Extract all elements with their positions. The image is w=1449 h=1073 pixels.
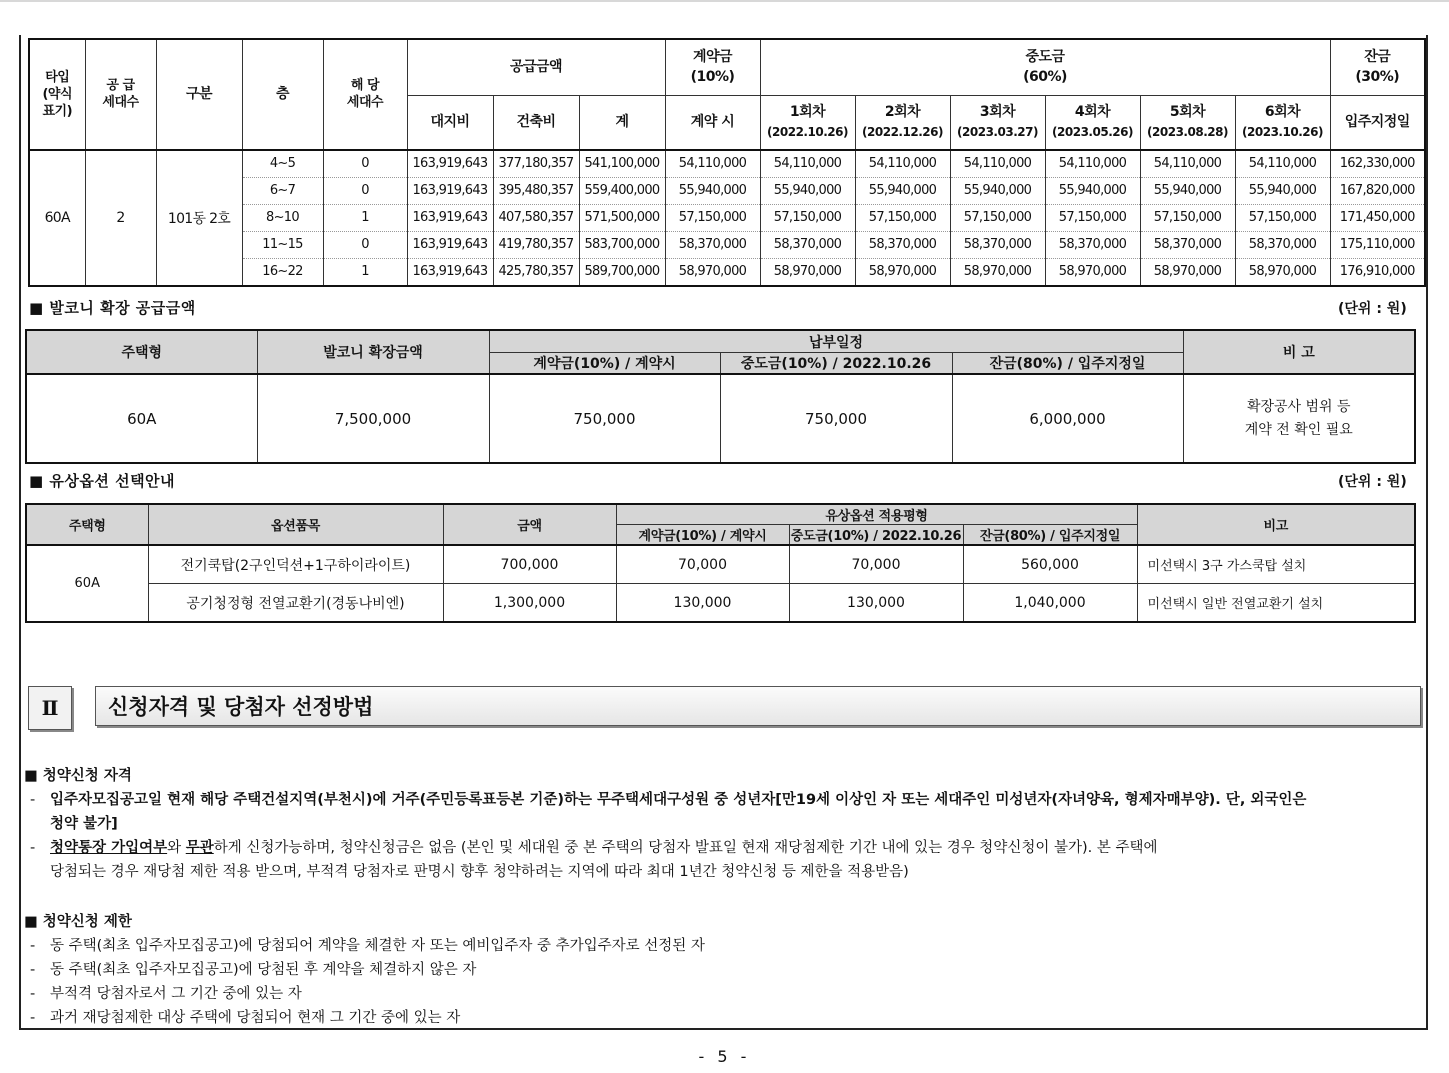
- option-deposit: 70,000: [616, 545, 789, 584]
- table-row: [26, 545, 1415, 584]
- installment-date: (2023.03.27): [957, 125, 1038, 139]
- list-item: [24, 958, 1424, 982]
- options-header-schedule: 유상옵션 적용평형: [616, 504, 1137, 525]
- installment-label: 6회차: [1264, 104, 1301, 120]
- header-interim: 중도금 (60%): [760, 39, 1330, 95]
- balcony-note-line1: 확장공사 범위 등: [1246, 398, 1351, 415]
- option-interim: 70,000: [789, 545, 963, 584]
- header-applicable-units: 해 당 세대수: [323, 39, 407, 150]
- installment-label: 5회차: [1169, 104, 1206, 120]
- cell-i3: 57,150,000: [950, 204, 1045, 231]
- section-title: 신청자격 및 당첨자 선정방법: [95, 686, 1421, 726]
- cell-balance: 162,330,000: [1330, 150, 1425, 178]
- cell-i2: 54,110,000: [855, 150, 950, 178]
- cell-units: 0: [323, 231, 407, 258]
- list-item: [24, 934, 1424, 958]
- balcony-header-amount: 발코니 확장금액: [257, 330, 489, 374]
- cell-building: 377,180,357: [493, 150, 579, 178]
- cell-deposit: 58,370,000: [665, 231, 760, 258]
- cell-land: 163,919,643: [407, 177, 493, 204]
- cell-floor: 4~5: [242, 150, 323, 178]
- table-row: [26, 374, 1415, 463]
- cell-i4: 58,370,000: [1045, 231, 1140, 258]
- cell-i2: 55,940,000: [855, 177, 950, 204]
- installment-date: (2023.10.26): [1242, 125, 1323, 139]
- cell-land: 163,919,643: [407, 258, 493, 286]
- balcony-note-line2: 계약 전 확인 필요: [1244, 421, 1353, 438]
- cell-deposit: 58,970,000: [665, 258, 760, 286]
- balcony-table: [25, 329, 1416, 464]
- restriction-text: 동 주택(최초 입주자모집공고)에 당첨된 후 계약을 체결하지 않은 자: [50, 962, 477, 978]
- table-row: [26, 584, 1415, 623]
- header-balance-sub: 입주지정일: [1330, 95, 1425, 150]
- eligibility-item2-rest: 하게 신청가능하며, 청약신청금은 없음 (본인 및 세대원 중 본 주택의 당첨자 발표일 현재 재당첨제한 기간 내에 있는 경우 청약신청이 불가). 본 주택에: [213, 840, 1158, 856]
- option-interim: 130,000: [789, 584, 963, 623]
- cell-land: 163,919,643: [407, 231, 493, 258]
- cell-i4: 57,150,000: [1045, 204, 1140, 231]
- header-land: 대지비: [407, 95, 493, 150]
- cell-i6: 55,940,000: [1235, 177, 1330, 204]
- top-border: [0, 0, 1449, 2]
- header-total: 계: [579, 95, 665, 150]
- cell-building: 419,780,357: [493, 231, 579, 258]
- supply-units: 2: [85, 150, 156, 286]
- cell-i5: 58,370,000: [1140, 231, 1235, 258]
- header-type: 타입 (약식 표기): [29, 39, 85, 150]
- eligibility-item2-b: 당첨되는 경우 재당첨 제한 적용 받으며, 부적격 당첨자로 판명시 향후 청약하려는 지역에 따라 최대 1년간 청약신청 등 제한을 적용받음): [50, 864, 909, 880]
- balcony-header-type: 주택형: [26, 330, 257, 374]
- header-building: 건축비: [493, 95, 579, 150]
- cell-i5: 57,150,000: [1140, 204, 1235, 231]
- cell-i4: 55,940,000: [1045, 177, 1140, 204]
- cell-i1: 55,940,000: [760, 177, 855, 204]
- eligibility-item1-a: 입주자모집공고일 현재 해당 주택건설지역(부천시)에 거주(주민등록표등본 기준)하는 무주택세대구성원 중 성년자[만19세 이상인 자 또는 세대주인 미성년자(자녀양육, 형제자매부양). 단, 외국인은: [50, 792, 1307, 808]
- header-installment-2: [855, 95, 950, 150]
- options-header-amount: 금액: [443, 504, 616, 545]
- cell-i3: 58,970,000: [950, 258, 1045, 286]
- cell-land: 163,919,643: [407, 204, 493, 231]
- balcony-header-schedule: 납부일정: [489, 330, 1183, 353]
- supply-type: 60A: [29, 150, 85, 286]
- cell-i3: 55,940,000: [950, 177, 1045, 204]
- supply-price-table: [28, 38, 1426, 287]
- balcony-note: [1183, 374, 1415, 463]
- option-note: 미선택시 일반 전열교환기 설치: [1137, 584, 1415, 623]
- balcony-header-deposit: 계약금(10%) / 계약시: [489, 353, 720, 375]
- installment-date: (2022.12.26): [862, 125, 943, 139]
- supply-category: 101동 2호: [156, 150, 242, 286]
- balcony-header-interim: 중도금(10%) / 2022.10.26: [720, 353, 952, 375]
- cell-floor: 16~22: [242, 258, 323, 286]
- cell-i5: 55,940,000: [1140, 177, 1235, 204]
- cell-units: 0: [323, 150, 407, 178]
- option-balance: 1,040,000: [963, 584, 1137, 623]
- cell-total: 583,700,000: [579, 231, 665, 258]
- cell-balance: 176,910,000: [1330, 258, 1425, 286]
- cell-i2: 58,370,000: [855, 231, 950, 258]
- cell-i6: 57,150,000: [1235, 204, 1330, 231]
- cell-balance: 171,450,000: [1330, 204, 1425, 231]
- cell-i1: 58,970,000: [760, 258, 855, 286]
- installment-date: (2022.10.26): [767, 125, 848, 139]
- balcony-amount: 7,500,000: [257, 374, 489, 463]
- cell-balance: 175,110,000: [1330, 231, 1425, 258]
- header-supply-units: 공 급 세대수: [85, 39, 156, 150]
- options-title: ■ 유상옵션 선택안내: [29, 472, 176, 490]
- balcony-deposit: 750,000: [489, 374, 720, 463]
- option-amount: 1,300,000: [443, 584, 616, 623]
- option-item: 전기쿡탑(2구인덕션+1구하이라이트): [148, 545, 443, 584]
- cell-i6: 58,370,000: [1235, 231, 1330, 258]
- dash: -: [30, 792, 36, 808]
- cell-i4: 58,970,000: [1045, 258, 1140, 286]
- balcony-title: ■ 발코니 확장 공급금액: [29, 299, 196, 317]
- cell-i5: 54,110,000: [1140, 150, 1235, 178]
- balcony-header-balance: 잔금(80%) / 입주지정일: [952, 353, 1183, 375]
- cell-units: 0: [323, 177, 407, 204]
- header-installment-1: [760, 95, 855, 150]
- header-installment-4: [1045, 95, 1140, 150]
- cell-total: 559,400,000: [579, 177, 665, 204]
- page-number: - 5 -: [698, 1047, 751, 1066]
- options-unit: (단위 : 원): [1338, 474, 1407, 490]
- cell-total: 541,100,000: [579, 150, 665, 178]
- eligibility-block: [24, 764, 1424, 884]
- cell-i3: 58,370,000: [950, 231, 1045, 258]
- header-installment-5: [1140, 95, 1235, 150]
- section-numeral: Ⅱ: [28, 686, 72, 730]
- header-floor: 층: [242, 39, 323, 150]
- options-header-deposit: 계약금(10%) / 계약시: [616, 525, 789, 546]
- cell-i2: 58,970,000: [855, 258, 950, 286]
- balcony-balance: 6,000,000: [952, 374, 1183, 463]
- list-item: [24, 982, 1424, 1006]
- option-item: 공기청정형 전열교환기(경동나비엔): [148, 584, 443, 623]
- header-supply-amount: 공급금액: [407, 39, 665, 95]
- dash: -: [30, 1010, 36, 1026]
- dash: -: [30, 962, 36, 978]
- options-header-interim: 중도금(10%) / 2022.10.26: [789, 525, 963, 546]
- list-item: [24, 836, 1424, 884]
- cell-i1: 57,150,000: [760, 204, 855, 231]
- cell-deposit: 57,150,000: [665, 204, 760, 231]
- cell-building: 425,780,357: [493, 258, 579, 286]
- cell-floor: 11~15: [242, 231, 323, 258]
- installment-label: 4회차: [1074, 104, 1111, 120]
- installment-label: 2회차: [884, 104, 921, 120]
- header-installment-3: [950, 95, 1045, 150]
- cell-floor: 8~10: [242, 204, 323, 231]
- cell-i6: 58,970,000: [1235, 258, 1330, 286]
- cell-balance: 167,820,000: [1330, 177, 1425, 204]
- options-type: 60A: [26, 545, 148, 622]
- dash: -: [30, 840, 36, 856]
- list-item: [24, 788, 1424, 836]
- restriction-text: 과거 재당첨제한 대상 주택에 당첨되어 현재 그 기간 중에 있는 자: [50, 1010, 461, 1026]
- header-category: 구분: [156, 39, 242, 150]
- installment-date: (2023.08.28): [1147, 125, 1228, 139]
- cell-total: 589,700,000: [579, 258, 665, 286]
- cell-i3: 54,110,000: [950, 150, 1045, 178]
- cell-i4: 54,110,000: [1045, 150, 1140, 178]
- cell-i1: 54,110,000: [760, 150, 855, 178]
- eligibility-item1-b: 청약 불가]: [50, 816, 118, 832]
- options-header-item: 옵션품목: [148, 504, 443, 545]
- header-deposit: 계약금 (10%): [665, 39, 760, 95]
- cell-building: 407,580,357: [493, 204, 579, 231]
- options-header-note: 비고: [1137, 504, 1415, 545]
- installment-date: (2023.05.26): [1052, 125, 1133, 139]
- eligibility-heading: ■ 청약신청 자격: [24, 768, 132, 784]
- installment-label: 1회차: [789, 104, 826, 120]
- options-header-type: 주택형: [26, 504, 148, 545]
- cell-i5: 58,970,000: [1140, 258, 1235, 286]
- cell-units: 1: [323, 204, 407, 231]
- cell-total: 571,500,000: [579, 204, 665, 231]
- cell-building: 395,480,357: [493, 177, 579, 204]
- option-balance: 560,000: [963, 545, 1137, 584]
- restriction-text: 부적격 당첨자로서 그 기간 중에 있는 자: [50, 986, 302, 1002]
- options-table: [25, 503, 1416, 623]
- cell-land: 163,919,643: [407, 150, 493, 178]
- balcony-header-note: 비 고: [1183, 330, 1415, 374]
- balcony-unit: (단위 : 원): [1338, 301, 1407, 317]
- options-header-balance: 잔금(80%) / 입주지정일: [963, 525, 1137, 546]
- cell-i6: 54,110,000: [1235, 150, 1330, 178]
- option-note: 미선택시 3구 가스쿡탑 설치: [1137, 545, 1415, 584]
- eligibility-item2-mid: 와: [167, 840, 186, 856]
- eligibility-item2-bold2: 무관: [185, 840, 214, 856]
- eligibility-item2-bold1: 청약통장 가입여부: [50, 840, 168, 856]
- dash: -: [30, 938, 36, 954]
- restrictions-heading: ■ 청약신청 제한: [24, 914, 132, 930]
- option-amount: 700,000: [443, 545, 616, 584]
- header-installment-6: [1235, 95, 1330, 150]
- list-item: [24, 1006, 1424, 1030]
- restrictions-block: [24, 910, 1424, 1030]
- cell-deposit: 55,940,000: [665, 177, 760, 204]
- restriction-text: 동 주택(최초 입주자모집공고)에 당첨되어 계약을 체결한 자 또는 예비입주자 중 추가입주자로 선정된 자: [50, 938, 705, 954]
- balcony-type: 60A: [26, 374, 257, 463]
- cell-floor: 6~7: [242, 177, 323, 204]
- dash: -: [30, 986, 36, 1002]
- header-balance: 잔금 (30%): [1330, 39, 1425, 95]
- option-deposit: 130,000: [616, 584, 789, 623]
- cell-i2: 57,150,000: [855, 204, 950, 231]
- table-row: [29, 150, 1425, 178]
- balcony-interim: 750,000: [720, 374, 952, 463]
- header-deposit-sub: 계약 시: [665, 95, 760, 150]
- cell-units: 1: [323, 258, 407, 286]
- cell-deposit: 54,110,000: [665, 150, 760, 178]
- installment-label: 3회차: [979, 104, 1016, 120]
- cell-i1: 58,370,000: [760, 231, 855, 258]
